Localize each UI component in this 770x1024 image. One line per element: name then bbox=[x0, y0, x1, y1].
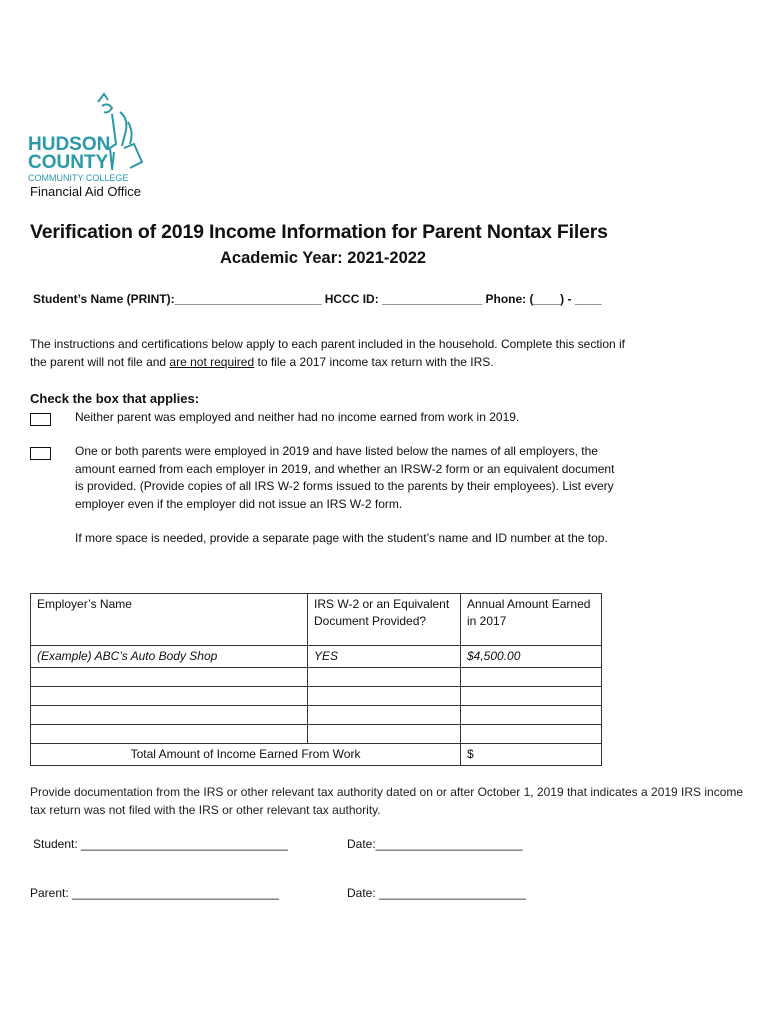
example-employer: (Example) ABC’s Auto Body Shop bbox=[31, 646, 308, 668]
documentation-note: Provide documentation from the IRS or other relevant tax authority dated on or after October 1, 2019 that indicates a 2019 IRS income tax return was not filed with the IRS or other relevant tax authority. bbox=[30, 785, 744, 817]
table-row[interactable] bbox=[31, 706, 602, 725]
academic-year: Academic Year: 2021-2022 bbox=[220, 249, 427, 267]
statue-of-liberty-logo-icon bbox=[28, 92, 154, 184]
table-row[interactable] bbox=[31, 725, 602, 744]
parent-signature-line[interactable]: Parent: _______________________________ bbox=[30, 886, 279, 900]
example-amount: $4,500.00 bbox=[461, 646, 602, 668]
table-row[interactable] bbox=[31, 668, 602, 687]
logo-line2: COUNTY bbox=[28, 152, 109, 173]
intro-text-1: The instructions and certifications below apply to each parent included in the household. Complete this section if the parent will not file and bbox=[30, 337, 626, 369]
intro-text-2: to file a 2017 income tax return with the IRS. bbox=[254, 354, 494, 369]
option-employed: One or both parents were employed in 2019 and have listed below the names of all employers, the amount earned from each employer in 2019, and whether an IRSW-2 form or an equivalent document is provided. (Provide copies of all IRS W-2 forms issued to the parents by their employees). List every employer even if the employer did not issue an IRS W-2 form. bbox=[75, 444, 615, 511]
amount-cell[interactable] bbox=[461, 687, 602, 706]
logo-line1: HUDSON bbox=[28, 134, 111, 155]
table-row-example bbox=[31, 646, 602, 668]
option-more-space: If more space is needed, provide a separate page with the student’s name and ID number at the top. bbox=[75, 531, 608, 545]
total-label: Total Amount of Income Earned From Work bbox=[31, 744, 461, 766]
amount-cell[interactable] bbox=[461, 668, 602, 687]
example-w2: YES bbox=[308, 646, 461, 668]
header-annual-amount: Annual Amount Earned in 2017 bbox=[461, 594, 602, 646]
office-name: Financial Aid Office bbox=[30, 184, 142, 199]
employer-cell[interactable] bbox=[31, 725, 308, 744]
employer-cell[interactable] bbox=[31, 706, 308, 725]
parent-date-line[interactable]: Date: ______________________ bbox=[347, 886, 526, 900]
page-title: Verification of 2019 Income Information for Parent Nontax Filers bbox=[30, 221, 608, 243]
employer-table bbox=[30, 593, 602, 766]
amount-cell[interactable] bbox=[461, 706, 602, 725]
college-logo bbox=[28, 92, 154, 184]
option-no-income: Neither parent was employed and neither had no income earned from work in 2019. bbox=[75, 410, 520, 424]
checkbox-employed[interactable] bbox=[30, 447, 51, 460]
employer-cell[interactable] bbox=[31, 668, 308, 687]
w2-cell[interactable] bbox=[308, 725, 461, 744]
check-heading: Check the box that applies: bbox=[30, 391, 200, 406]
header-employer-name: Employer’s Name bbox=[31, 594, 308, 646]
intro-underlined: are not required bbox=[169, 354, 255, 369]
table-header-row bbox=[31, 594, 602, 646]
student-signature-line[interactable]: Student: _______________________________ bbox=[33, 837, 288, 851]
header-w2-provided: IRS W-2 or an Equivalent Document Provided? bbox=[308, 594, 461, 646]
table-total-row bbox=[31, 744, 602, 766]
logo-line3: COMMUNITY COLLEGE bbox=[28, 173, 129, 183]
total-value[interactable]: $ bbox=[461, 744, 602, 766]
employer-cell[interactable] bbox=[31, 687, 308, 706]
table-row[interactable] bbox=[31, 687, 602, 706]
student-info-line[interactable]: Student’s Name (PRINT):______________________ HCCC ID: _______________ Phone: (____) - ____ bbox=[33, 292, 602, 306]
checkbox-no-income[interactable] bbox=[30, 413, 51, 426]
w2-cell[interactable] bbox=[308, 706, 461, 725]
student-date-line[interactable]: Date:______________________ bbox=[347, 837, 523, 851]
instructions-paragraph bbox=[30, 336, 630, 371]
amount-cell[interactable] bbox=[461, 725, 602, 744]
w2-cell[interactable] bbox=[308, 687, 461, 706]
w2-cell[interactable] bbox=[308, 668, 461, 687]
